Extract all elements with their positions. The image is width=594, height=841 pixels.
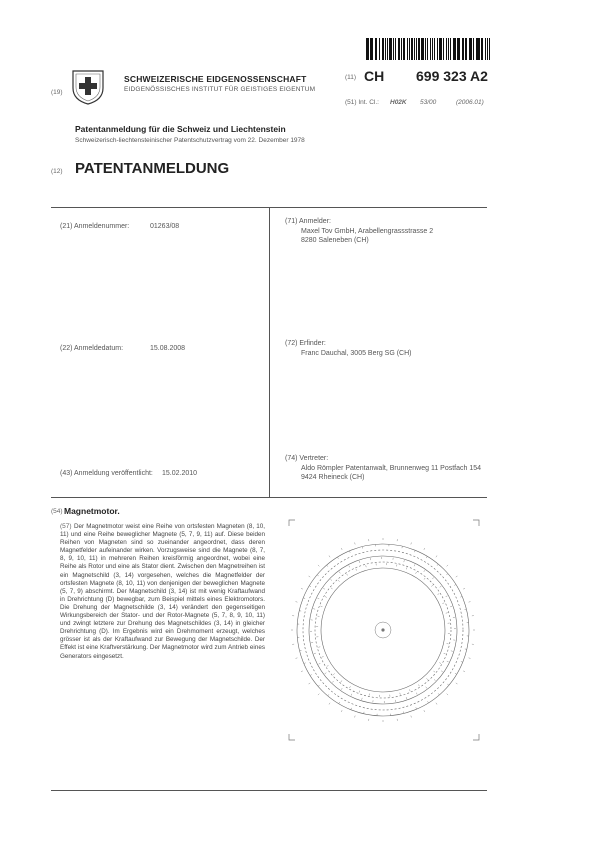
barcode-bar [395,38,397,60]
magnet-tick [338,580,339,581]
magnet-tick [327,665,329,666]
magnet-tick [359,561,360,563]
magnet-tick [332,681,333,682]
magnet-tick [411,543,412,545]
magnet-tick [349,686,350,688]
magnet-tick [446,574,448,575]
barcode-bar [421,38,424,60]
barcode-bar [479,38,480,60]
org-name: SCHWEIZERISCHE EIDGENOSSENSCHAFT [124,74,307,84]
barcode-bar [389,38,392,60]
barcode-bar [411,38,413,60]
magnet-tick [441,671,443,672]
magnet-tick [309,576,311,577]
magnet-tick [329,703,330,705]
magnet-tick [446,613,448,614]
magnet-tick [444,653,446,654]
barcode-bar [443,38,444,60]
magnet-tick [318,647,320,648]
barcode-bar [403,38,406,60]
barcode-bar [476,38,479,60]
barcode-bar [425,38,426,60]
magnet-tick [356,569,357,571]
barcode-bar [455,38,456,60]
magnet-tick [438,594,440,595]
abstract-text: Der Magnetmotor weist eine Reihe von ortsfesten Magneten (8, 10, 11) und eine Reihe beweglicher Magnete (5, 7, 9, 11) auf. Diese beiden Reihen von Magneten sind so zueinander angeordnet, dass deren Magnetfelder aufeinander wirken. Vorzugsweise sind die Magnete (8, 7, 8, 9, 10, 11) in mehreren Reihen kreisförmig angeordnet, wobei eine Reihe als Rotor und eine als Stator dient. Zwischen den Magnetreihen ist ein Magnetschild (3, 14) vorgesehen, welches die Magnetfelder der ortsfesten Magnete (8, 10, 11) von denjenigen der beweglichen Magnete (5, 7, 9) abschirmt. Der Magnetschild (3, 14) ist mit wenig Kraftaufwand in Drehrichtung (D) bewegbar, zum Beispiel mittels eines Elektromotors. Die Drehung der Magnetschilde (3, 14) verändert den gegenseitigen Wirkungsbereich der Stator- und der Rotor-Magnete (5, 7, 8, 9, 10, 11) und zwingt letztere zur Drehung des Magnetschildes (3, 14) in gleicher Drehrichtung (D). Im Ergebnis wird ein Drehmoment erzeugt, welches grösser ist als der Kraftaufwand zur Bewegung der Magnetschilde. Der Effekt ist eine Kraftverstärkung. Der Magnetmotor wird zum Antrieb eines Generators eingesetzt. [60,523,265,660]
barcode-bar [457,38,460,60]
magnet-tick [349,566,350,568]
barcode-bar [481,38,483,60]
barcode-bar [439,38,442,60]
magnet-tick [447,661,449,662]
magnet-tick [309,586,311,587]
magnet-tick [456,683,458,684]
application-number-label: (21) Anmeldenummer: [60,223,130,230]
ipc-date: (2006.01) [456,99,484,106]
agent-line-2: 9424 Rheineck (CH) [301,474,365,481]
magnet-tick [426,556,427,558]
magnet-tick [454,584,456,585]
barcode-bar [401,38,402,60]
magnet-tick [339,572,340,574]
barcode-bar [368,38,369,60]
barcode-bar [463,38,464,60]
magnet-tick [355,716,356,718]
magnet-tick [341,548,342,550]
document-type: PATENTANMELDUNG [75,160,230,177]
magnet-tick [313,609,315,610]
barcode-bar [416,38,417,60]
magnet-tick [451,651,453,652]
abstract-title: Magnetmotor. [64,506,120,516]
magnet-tick [463,588,465,589]
magnet-tick [460,596,462,597]
publication-date: 15.02.2010 [162,470,198,477]
magnet-tick [433,671,435,672]
table-bottom-rule [51,497,487,498]
magnet-tick [406,567,407,569]
magnet-tick [456,576,458,577]
magnet-tick [351,694,352,696]
magnet-tick [318,694,319,695]
barcode-bar [489,38,491,60]
magnet-tick [310,674,312,675]
footer-rule [51,790,487,791]
application-number: 01263/08 [150,223,180,230]
magnet-tick [331,579,332,580]
magnet-tick [351,708,352,710]
barcode-bar [393,38,394,60]
magnet-tick [426,678,427,679]
barcode-bar [427,38,428,60]
barcode-bar [379,38,381,60]
magnet-tick [314,653,316,654]
magnet-tick [318,565,319,566]
barcode-bar [487,38,488,60]
magnet-tick [400,693,401,695]
magnet-tick [416,572,417,574]
magnet-tick [301,671,303,672]
magnet-tick [317,598,319,599]
magnet-tick [322,656,324,657]
applicant-label: (71) Anmelder: [285,218,331,225]
magnet-tick [317,575,319,576]
magnet-tick [438,693,439,695]
barcode-bar [465,38,467,60]
magnet-tick [301,588,303,589]
magnet-tick [447,694,448,695]
inid-code-12: (12) [51,168,63,175]
barcode-bar [473,38,474,60]
magnet-tick [469,602,471,603]
magnet-tick [331,588,333,589]
magnet-tick [329,556,330,558]
magnet-tick [416,707,417,709]
inid-code-57: (57) [60,523,72,530]
application-date-label: (22) Anmeldedatum: [60,345,124,352]
subtitle: Schweizerisch-liechtensteinischer Patentschutzvertrag vom 22. Dezember 1978 [75,137,305,144]
agent-line-1: Aldo Römpler Patentanwalt, Brunnenweg 11 Postfach 154 [301,465,482,472]
magnet-tick [436,556,437,558]
magnet-tick [366,565,367,567]
inid-code-54: (54) [51,508,63,515]
ipc-group: 53/00 [420,99,437,106]
magnet-tick [447,565,448,566]
barcode-bar [432,38,433,60]
magnet-tick [463,671,465,672]
inventor: Franc Dauchal, 3005 Berg SG (CH) [301,350,412,357]
magnet-tick [337,557,338,559]
barcode-bar [448,38,449,60]
inid-code-51: (51) Int. Cl.: [345,99,379,106]
magnet-tick [427,701,428,703]
magnet-tick [320,606,322,607]
applicant-line-1: Maxel Tov GmbH, Arabellengrassstrasse 2 [301,228,434,235]
inventor-label: (72) Erfinder: [285,340,326,347]
magnet-tick [359,691,360,693]
agent-label: (74) Vertreter: [285,455,329,462]
magnet-tick [440,586,442,587]
barcode-bar [450,38,451,60]
magnet-tick [431,585,432,586]
magnet-tick [349,551,350,553]
table-divider [269,207,270,497]
application-date: 15.08.2008 [150,345,186,352]
barcode-bar [376,38,377,60]
barcode-bar [387,38,388,60]
magnet-tick [333,673,334,674]
magnet-tick [414,550,415,552]
applicant-line-2: 8280 Saleneben (CH) [301,237,369,244]
magnet-tick [325,596,327,597]
barcode [366,38,492,60]
barcode-bar [434,38,435,60]
country-code: CH [364,68,385,84]
main-title: Patentanmeldung für die Schweiz und Liechtenstein [75,124,286,134]
magnet-tick [447,684,449,685]
magnet-tick [362,698,363,700]
magnet-tick [341,688,342,690]
barcode-bar [418,38,420,60]
magnet-tick [341,680,342,682]
magnet-tick [411,716,412,718]
magnet-tick [450,606,452,607]
magnet-tick [304,663,306,664]
shaft-center [381,628,384,631]
magnet-tick [439,663,441,664]
magnet-tick [414,564,415,566]
magnet-tick [409,689,410,691]
magnet-tick [319,663,321,664]
magnet-tick [341,710,342,712]
magnet-tick [296,658,298,659]
magnet-tick [424,570,425,572]
barcode-bar [385,38,386,60]
magnet-tick [347,574,348,576]
magnet-tick [434,679,435,680]
swiss-coat-of-arms-logo [70,68,106,106]
magnet-tick [406,697,407,699]
magnet-tick [325,673,327,674]
magnet-tick [432,578,433,579]
magnet-tick [461,661,463,662]
magnet-tick [404,560,405,562]
publication-date-label: (43) Anmeldung veröffentlicht: [60,470,153,477]
ipc-class: H02K [390,99,407,106]
magnet-tick [355,543,356,545]
magnet-tick [446,596,448,597]
magnet-tick [323,588,325,589]
magnet-tick [296,602,298,603]
magnet-tick [309,683,311,684]
inid-code-19: (19) [51,89,63,96]
magnet-tick [469,658,471,659]
org-name-secondary: EIDGENÖSSISCHES INSTITUT FÜR GEISTIGES EIGENTUM [124,86,316,93]
barcode-bar [471,38,472,60]
magnet-tick [339,702,340,704]
document-number: 699 323 A2 [416,68,488,84]
magnet-tick [442,603,444,604]
magnet-tick [424,578,425,580]
magnet-tick [318,685,320,686]
magnet-tick [437,564,438,566]
magnet-tick [426,687,427,689]
magnet-tick [418,685,419,687]
magnet-tick [328,694,329,696]
magnet-tick [455,673,457,674]
inid-code-11: (11) [345,74,357,81]
magnet-tick [424,548,425,550]
magnet-tick [416,693,417,695]
barcode-bar [370,38,373,60]
magnet-tick [436,703,437,705]
magnet-motor-figure [283,518,483,743]
magnet-tick [424,710,425,712]
barcode-bar [409,38,410,60]
magnet-tick [327,565,328,567]
magnet-tick [303,598,305,599]
